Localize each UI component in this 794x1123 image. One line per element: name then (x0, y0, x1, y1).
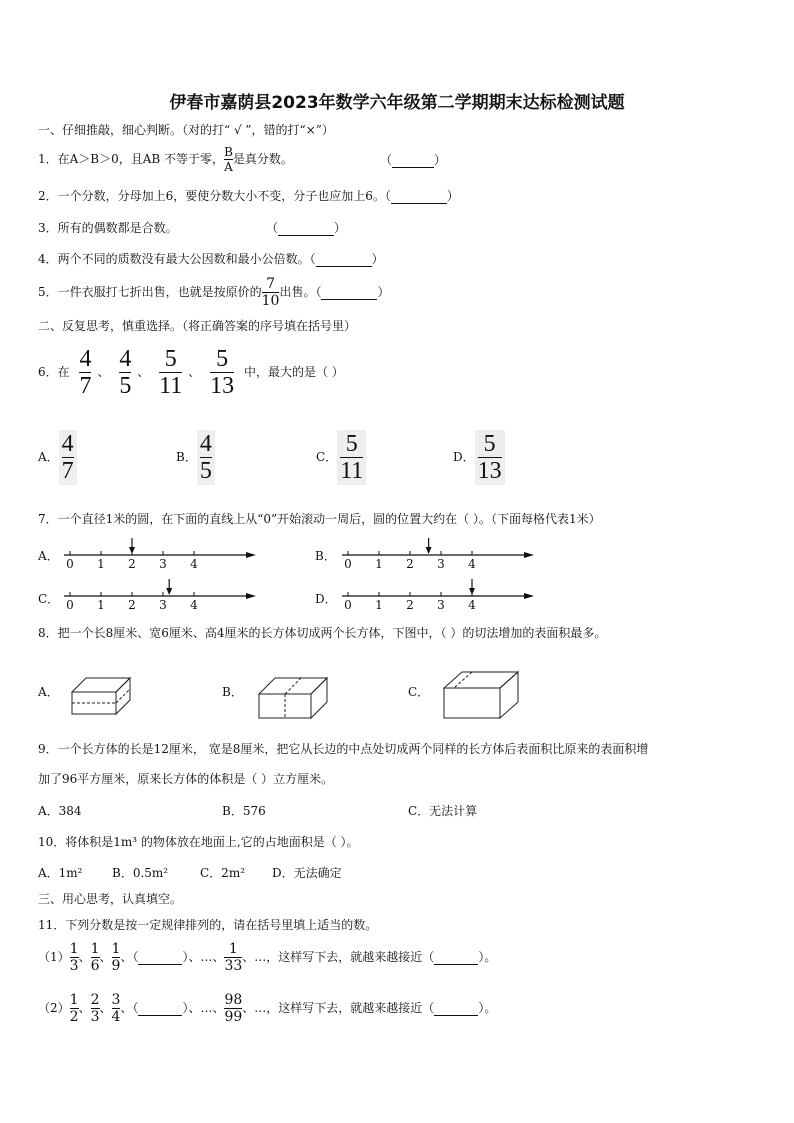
tick-label: 0 (344, 557, 352, 571)
fraction: $\frac{1}{2}$ (69, 992, 79, 1025)
question-1 (38, 146, 293, 173)
fraction: $\frac{1}{6}$ (90, 941, 100, 974)
tick-label: 2 (128, 557, 136, 571)
tick-label: 3 (159, 557, 167, 571)
option-7b-label[interactable]: B． (315, 549, 336, 563)
tick-label: 4 (468, 598, 476, 612)
option-10b[interactable]: B．0.5m² (112, 866, 169, 880)
tick-label: 1 (97, 557, 105, 571)
option-8b-label[interactable]: B． (222, 685, 243, 699)
tick-label: 2 (406, 598, 414, 612)
box-cut-side-diagram (440, 668, 522, 722)
axis-arrowhead (524, 552, 534, 558)
number-line-7c (62, 578, 262, 614)
tick-label: 1 (375, 557, 383, 571)
answer-blank-5[interactable] (321, 285, 377, 300)
axis-arrowhead (246, 552, 256, 558)
fraction: $\frac{4}{5}$ (119, 346, 132, 399)
question-5-text: 5．一件衣服打七折出售，也就是按原价的 (38, 285, 262, 299)
option-8a-label[interactable]: A． (38, 685, 59, 699)
question-4: 4．两个不同的质数没有最大公因数和最小公倍数。（ ） (38, 252, 384, 266)
tick-label: 3 (437, 598, 445, 612)
section-2-heading: 二、反复思考，慎重选择。（将正确答案的序号填在括号里） (38, 319, 357, 333)
option-10a[interactable]: A．1m² (38, 866, 83, 880)
section-3-heading: 三、用心思考，认真填空。 (38, 892, 183, 906)
question-8: 8．把一个长8厘米、宽6厘米、高4厘米的长方体切成两个长方体，下图中，（ ）的切法增加的表面积最多。 (38, 626, 607, 640)
answer-blank-11-1a[interactable] (138, 950, 182, 965)
number-line-7d (340, 578, 540, 614)
tick-label: 4 (190, 557, 198, 571)
question-3-text: 3．所有的偶数都是合数。 (38, 221, 178, 235)
option-10c[interactable]: C．2m² (200, 866, 246, 880)
tick-label: 0 (66, 557, 74, 571)
fraction: $\frac{5}{13}$ (210, 346, 235, 399)
fraction: $\frac{4}{7}$ (59, 430, 77, 485)
tick-label: 1 (375, 598, 383, 612)
fraction: $\frac{1}{33}$ (224, 941, 243, 974)
fraction: $\frac{4}{5}$ (197, 430, 215, 485)
position-arrowhead (469, 588, 475, 595)
tick-label: 2 (406, 557, 414, 571)
question-4-text: 4．两个不同的质数没有最大公因数和最小公倍数。（ (38, 252, 316, 266)
answer-blank-11-2b[interactable] (434, 1001, 478, 1016)
question-9-line-1: 9．一个长方体的长是12厘米， 宽是8厘米，把它从长边的中点处切成两个同样的长方体后表面积比原来的表面积增 (38, 742, 649, 756)
answer-blank-3[interactable]: （ ） (266, 221, 347, 235)
number-line-7a (62, 537, 262, 573)
position-arrowhead (129, 547, 135, 554)
option-6b[interactable]: B． $\frac{4}{5}$ (176, 430, 215, 485)
position-arrowhead (166, 588, 172, 595)
option-6a[interactable]: A． $\frac{4}{7}$ (38, 430, 77, 485)
option-9c[interactable]: C．无法计算 (408, 804, 478, 818)
option-7a-label[interactable]: A． (38, 549, 59, 563)
answer-blank-1[interactable]: （ ） (380, 153, 447, 167)
tick-label: 1 (97, 598, 105, 612)
question-5: 5．一件衣服打七折出售，也就是按原价的 $\frac{7}{10}$ 出售。（ ） (38, 276, 390, 309)
tick-label: 3 (159, 598, 167, 612)
question-2: 2．一个分数，分母加上6，要使分数大小不变，分子也应加上6。（ ） (38, 189, 459, 203)
option-10d[interactable]: D．无法确定 (272, 866, 342, 880)
tick-label: 3 (437, 557, 445, 571)
option-6d[interactable]: D． $\frac{5}{13}$ (453, 430, 505, 485)
question-1-text-end: 是真分数。 (232, 152, 293, 166)
option-7d-label[interactable]: D． (315, 592, 337, 606)
question-9-line-2: 加了96平方厘米，原来长方体的体积是（ ）立方厘米。 (38, 772, 334, 786)
fraction: $\frac{5}{11}$ (159, 346, 183, 399)
answer-blank-11-2a[interactable] (138, 1001, 182, 1016)
option-8c-label[interactable]: C． (408, 685, 430, 699)
question-1-text: 1．在A＞B＞0，且AB 不等于零， (38, 152, 225, 166)
option-6c[interactable]: C． $\frac{5}{11}$ (316, 430, 366, 485)
number-line-7b (340, 537, 540, 573)
fraction: $\frac{2}{3}$ (90, 992, 100, 1025)
axis-arrowhead (524, 593, 534, 599)
question-11-part-2: （2） $\frac{1}{2}$ 、 $\frac{2}{3}$ 、 $\frac{3}{4}$ 、（ ）、…、 $\frac{98}{99}$ 、…，这样写下去，就越来越接近（ ）。 (38, 992, 497, 1025)
question-6: 6．在 $\frac{4}{7}$ 、 $\frac{4}{5}$ 、 $\frac{5}{11}$ 、 $\frac{5}{13}$ 中，最大的是（ ） (38, 346, 344, 399)
tick-label: 0 (66, 598, 74, 612)
question-3 (38, 219, 178, 236)
box-cut-horizontal-diagram (68, 672, 138, 720)
question-11: 11．下列分数是按一定规律排列的，请在括号里填上适当的数。 (38, 918, 378, 932)
tick-label: 4 (468, 557, 476, 571)
fraction: $\frac{B}{A}$ (224, 145, 233, 174)
fraction: $\frac{5}{13}$ (475, 430, 505, 485)
option-9a[interactable]: A．384 (38, 804, 82, 818)
fraction: $\frac{98}{99}$ (224, 992, 243, 1025)
fraction: $\frac{5}{11}$ (337, 430, 366, 485)
fraction: $\frac{7}{10}$ (261, 276, 280, 309)
fraction: $\frac{1}{3}$ (69, 941, 79, 974)
fraction: $\frac{3}{4}$ (111, 992, 121, 1025)
axis-arrowhead (246, 593, 256, 599)
question-6-text: 6．在 (38, 365, 70, 379)
question-11-part-1: （1） $\frac{1}{3}$ 、 $\frac{1}{6}$ 、 $\frac{1}{9}$ 、（ ）、…、 $\frac{1}{33}$ 、…，这样写下去，就越来越接近（ ）。 (38, 941, 497, 974)
question-5-text-end: 出售。（ (279, 285, 322, 299)
question-7: 7．一个直径1米的圆，在下面的直线上从“0”开始滚动一周后，圆的位置大约在（ ）。（下面每格代表1米） (38, 512, 601, 526)
question-10: 10．将体积是1m³ 的物体放在地面上,它的占地面积是（ ）。 (38, 835, 359, 849)
fraction: $\frac{4}{7}$ (79, 346, 92, 399)
answer-blank-2[interactable] (391, 189, 447, 204)
answer-blank-4[interactable] (316, 252, 372, 267)
tick-label: 4 (190, 598, 198, 612)
answer-blank-11-1b[interactable] (434, 950, 478, 965)
option-7c-label[interactable]: C． (38, 592, 60, 606)
position-arrowhead (426, 547, 432, 554)
option-9b[interactable]: B．576 (222, 804, 266, 818)
section-1-heading: 一、仔细推敲，细心判断。（对的打“ √ ”，错的打“×”） (38, 123, 334, 137)
tick-label: 0 (344, 598, 352, 612)
question-6-text-end: 中，最大的是（ ） (243, 365, 344, 379)
tick-label: 2 (128, 598, 136, 612)
fraction: $\frac{1}{9}$ (111, 941, 121, 974)
question-2-text: 2．一个分数，分母加上6，要使分数大小不变，分子也应加上6。（ (38, 189, 391, 203)
page-title: 伊春市嘉荫县2023年数学六年级第二学期期末达标检测试题 (169, 93, 625, 113)
box-cut-vertical-diagram (255, 672, 335, 722)
